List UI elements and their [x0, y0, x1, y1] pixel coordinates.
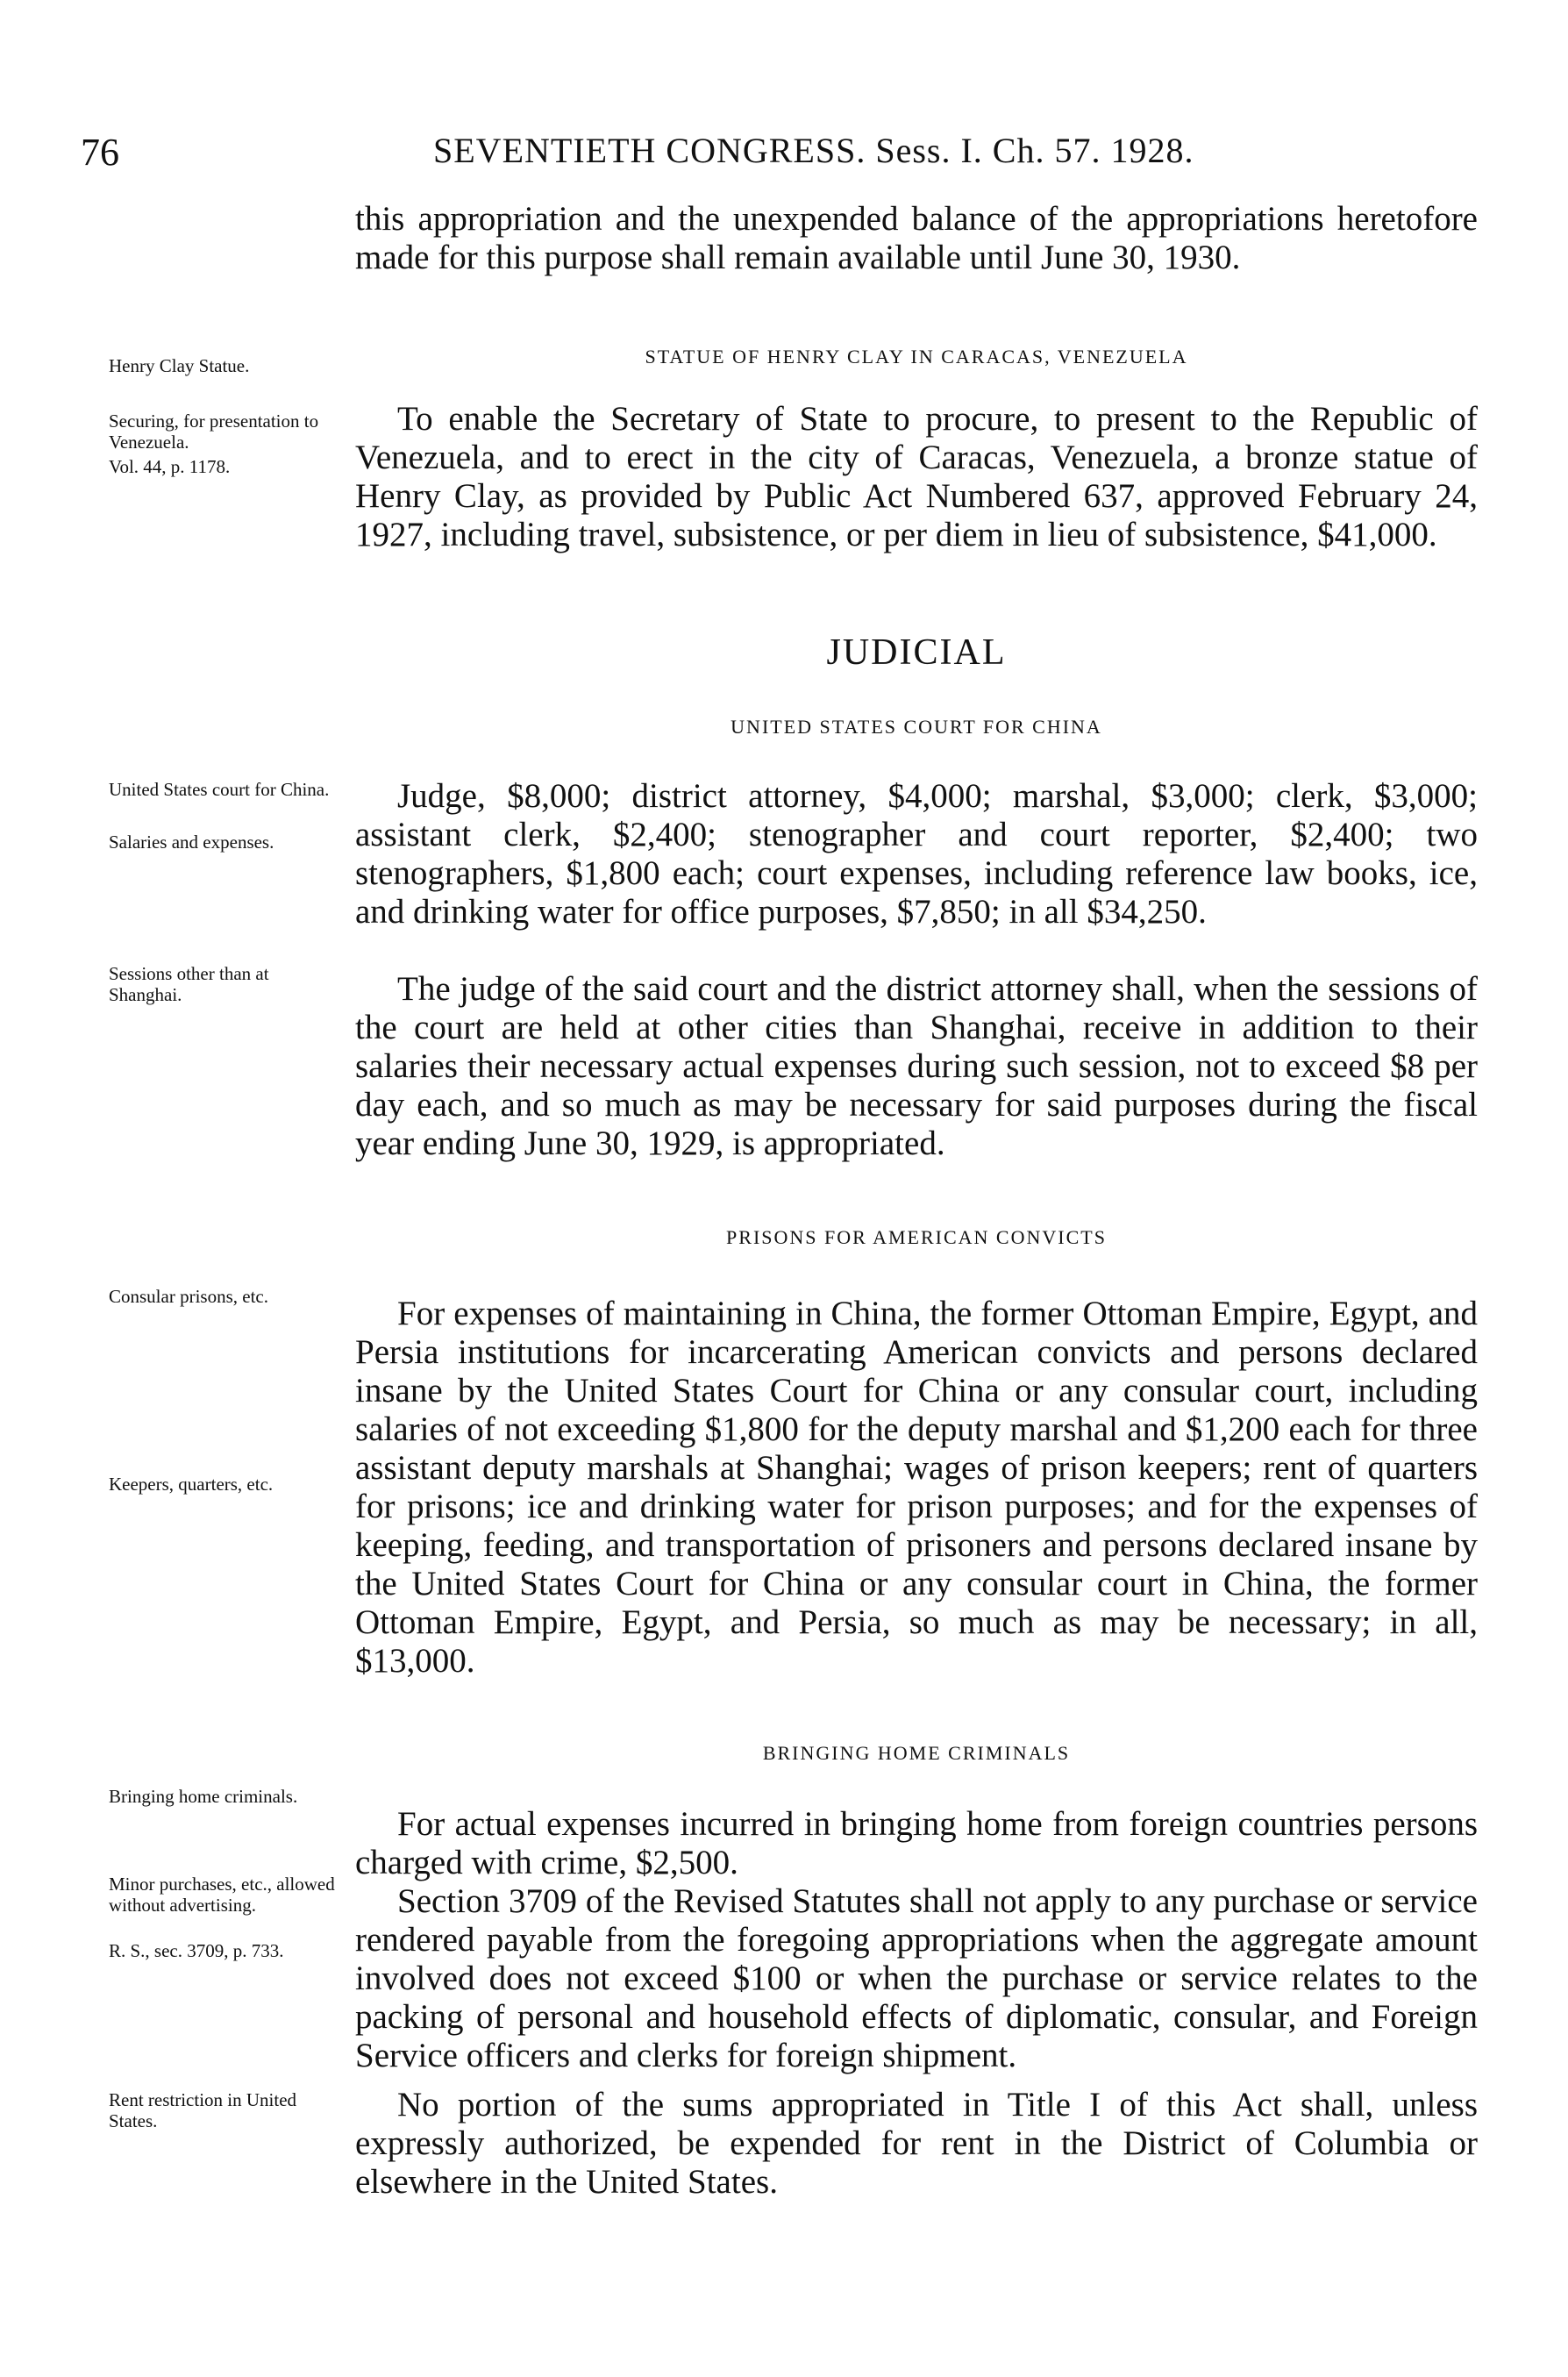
- heading-judicial: JUDICIAL: [826, 632, 1007, 673]
- paragraph-criminals: For actual expenses incurred in bringing home from foreign countries persons charged with crime, $2,500.: [355, 1805, 1478, 1881]
- side-note-rent-restriction: Rent restriction in United States.: [109, 2089, 297, 2131]
- side-note-minor-purchases: Minor purchases, etc., allowed without advertising.: [109, 1874, 335, 1916]
- paragraph-prisons: For expenses of maintaining in China, the former Ottoman Empire, Egypt, and Persia institutions for incarcerating American convicts and persons declared insane by the United States Court for China or any consular court, including salaries of not exceeding $1,800 for the deputy marshal and $1,200 each for three assistant deputy marshals at Shanghai; wages of prison keepers; rent of quarters for prisons; ice and drinking water for prison purposes; and for the expenses of keeping, feeding, and transportation of prisoners and persons declared insane by the United States Court for China or any consular court in China, the former Ottoman Empire, Egypt, and Persia, so much as may be necessary; in all, $13,000.: [355, 1295, 1478, 1680]
- side-note-bringing-home: Bringing home criminals.: [109, 1786, 298, 1807]
- paragraph-section-3709: Section 3709 of the Revised Statutes shall not apply to any purchase or service rendered payable from the foregoing appropriations when the aggregate amount involved does not exceed $100 or when the purchase or service relates to the packing of personal and household effects of diplomatic, consular, and Foreign Service officers and clerks for foreign shipment.: [355, 1882, 1478, 2074]
- heading-prisons: PRISONS FOR AMERICAN CONVICTS: [726, 1226, 1107, 1248]
- side-note-sessions: Sessions other than at Shanghai.: [109, 963, 269, 1005]
- side-note-vol-44: Vol. 44, p. 1178.: [109, 456, 231, 477]
- paragraph-statue: To enable the Secretary of State to procure, to present to the Republic of Venezuela, and to erect in the city of Caracas, Venezuela, a bronze statue of Henry Clay, as provided by Public Act Numbered 637, approved February 24, 1927, including travel, subsistence, or per diem in lieu of subsistence, $41,000.: [355, 400, 1478, 553]
- paragraph-rent: No portion of the sums appropriated in Title I of this Act shall, unless expressly authorized, be expended for rent in the District of Columbia or elsewhere in the United States.: [355, 2086, 1478, 2201]
- side-note-salaries: Salaries and expenses.: [109, 832, 274, 853]
- side-note-court-china: United States court for China.: [109, 779, 330, 800]
- heading-court-china: UNITED STATES COURT FOR CHINA: [731, 716, 1102, 738]
- side-note-rs-3709: R. S., sec. 3709, p. 733.: [109, 1940, 284, 1961]
- paragraph-sessions: The judge of the said court and the district attorney shall, when the sessions of the court are held at other cities than Shanghai, receive in addition to their salaries their necessary actual expenses during such session, not to exceed $8 per day each, and so much as may be necessary for said purposes during the fiscal year ending June 30, 1929, is appropriated.: [355, 970, 1478, 1162]
- side-note-henry-clay-statue: Henry Clay Statue.: [109, 355, 250, 376]
- paragraph-continuation: this appropriation and the unexpended balance of the appropriations heretofore made for this purpose shall remain available until June 30, 1930.: [355, 200, 1478, 276]
- running-head: SEVENTIETH CONGRESS. Sess. I. Ch. 57. 1928.: [433, 131, 1194, 170]
- page-number: 76: [81, 131, 119, 174]
- paragraph-court-salaries: Judge, $8,000; district attorney, $4,000; marshal, $3,000; clerk, $3,000; assistant clerk, $2,400; stenographer and court reporter, $2,400; two stenographers, $1,800 each; court expenses, including reference law books, ice, and drinking water for office purposes, $7,850; in all $34,250.: [355, 777, 1478, 931]
- heading-statue: STATUE OF HENRY CLAY IN CARACAS, VENEZUELA: [645, 346, 1188, 368]
- side-note-keepers: Keepers, quarters, etc.: [109, 1474, 274, 1495]
- heading-criminals: BRINGING HOME CRIMINALS: [762, 1742, 1071, 1764]
- side-note-consular-prisons: Consular prisons, etc.: [109, 1286, 268, 1307]
- page-header: [81, 130, 1484, 182]
- side-note-securing: Securing, for presentation to Venezuela.: [109, 410, 319, 453]
